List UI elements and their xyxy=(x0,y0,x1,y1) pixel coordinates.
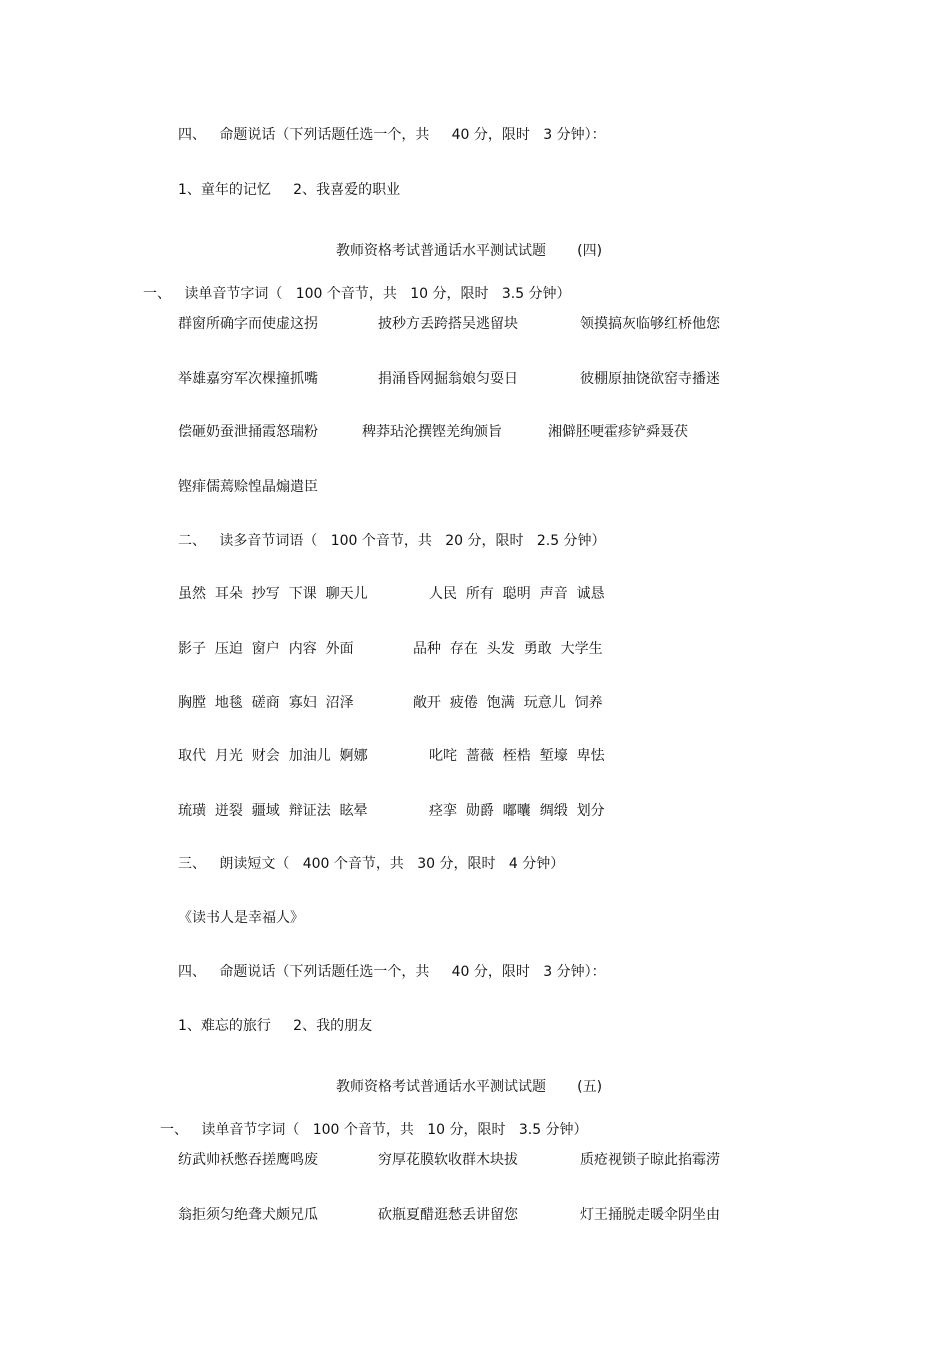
t4-q2-group: 品种 存在 头发 勇敢 大学生 xyxy=(413,641,603,657)
t4-q2-group: 叱咤 蔷薇 桎梏 堑壕 卑怯 xyxy=(429,748,605,764)
s3-q4-heading: 四、 命题说话（下列话题任选一个，共 40 分，限时 3 分钟）： xyxy=(178,127,606,143)
t4-q1-cell: 举雄嘉穷军次棵撞抓嘴 xyxy=(178,371,318,387)
t5-q1-cell: 穷厚花膜软收群木块拔 xyxy=(378,1152,518,1168)
t4-q2-group: 影子 压迫 窗户 内容 外面 xyxy=(178,641,354,657)
t4-q2-group: 取代 月光 财会 加油儿 婀娜 xyxy=(178,748,368,764)
t4-q2-group: 胸膛 地毯 磋商 寡妇 沼泽 xyxy=(178,695,354,711)
test5-title: 教师资格考试普通话水平测试试题 (五) xyxy=(336,1079,603,1095)
t4-q4-heading: 四、 命题说话（下列话题任选一个，共 40 分，限时 3 分钟）： xyxy=(178,964,606,980)
t5-q1-cell: 纺武帅袄憋吞搓鹰鸣废 xyxy=(178,1152,318,1168)
t4-q1-heading: 一、 读单音节字词（ 100 个音节，共 10 分，限时 3.5 分钟） xyxy=(143,286,571,302)
s3-q4-topics: 1、童年的记忆 2、我喜爱的职业 xyxy=(178,182,401,198)
t4-q2-group: 敞开 疲倦 饱满 玩意儿 饲养 xyxy=(413,695,603,711)
t5-q1-cell: 砍瓶夏醋逛愁丢讲留您 xyxy=(378,1207,518,1223)
t5-q1-heading: 一、 读单音节字词（ 100 个音节，共 10 分，限时 3.5 分钟） xyxy=(160,1122,588,1138)
t4-q2-group: 人民 所有 聪明 声音 诚恳 xyxy=(429,586,605,602)
t4-q1-cell: 彼棚原抽饶欲窑寺播迷 xyxy=(580,371,720,387)
t5-q1-cell: 质疮视锁子晾此掐霉涝 xyxy=(580,1152,720,1168)
t4-q1-cell: 偿砸奶蚕泄捅霞怒瑞粉 xyxy=(178,424,318,440)
t4-q1-cell: 领摸搞灰临够红桥他您 xyxy=(580,316,720,332)
t5-q1-cell: 翁拒须匀绝聋犬颇兄瓜 xyxy=(178,1207,318,1223)
t4-q1-cell: 铿痱儒蔫赊惶晶煽遣臣 xyxy=(178,479,318,495)
t4-q1-cell: 捐涌昏网掘翁娘匀耍日 xyxy=(378,371,518,387)
t4-q4-topics: 1、难忘的旅行 2、我的朋友 xyxy=(178,1018,373,1034)
t4-q2-group: 虽然 耳朵 抄写 下课 聊天儿 xyxy=(178,586,368,602)
t4-q1-cell: 湘僻胚哽霍疹铲舜聂茯 xyxy=(548,424,688,440)
t4-q2-group: 琉璜 迸裂 疆域 辩证法 眩晕 xyxy=(178,803,368,819)
t4-q1-cell: 群窗所确字而使虚这拐 xyxy=(178,316,318,332)
t4-q3-heading: 三、 朗读短文（ 400 个音节，共 30 分，限时 4 分钟） xyxy=(178,856,565,872)
t4-q1-cell: 稗莽玷沦撰铿羌绚颁旨 xyxy=(362,424,502,440)
t4-q2-group: 痉挛 勋爵 嘟囔 绸缎 划分 xyxy=(429,803,605,819)
t5-q1-cell: 灯王捅脱走暖伞阴坐由 xyxy=(580,1207,720,1223)
t4-q1-cell: 披秒方丢跨搭吴逃留块 xyxy=(378,316,518,332)
t4-q2-heading: 二、 读多音节词语（ 100 个音节，共 20 分，限时 2.5 分钟） xyxy=(178,533,606,549)
test4-title: 教师资格考试普通话水平测试试题 (四) xyxy=(336,243,603,259)
t4-q3-passage-title: 《读书人是幸福人》 xyxy=(178,910,304,926)
